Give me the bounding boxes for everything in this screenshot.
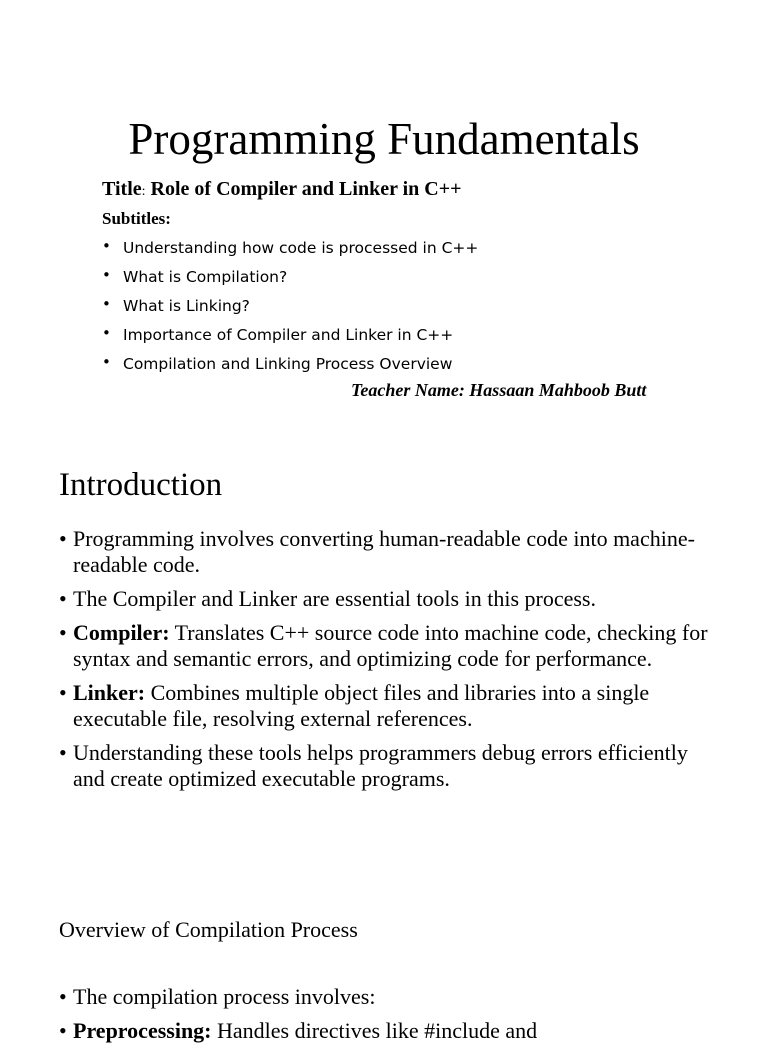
introduction-list (59, 526, 719, 800)
list-item: • Linker: Combines multiple object files and libraries into a single executable file, resolving external references. (59, 680, 719, 732)
subtitles-label: Subtitles: (102, 209, 171, 228)
list-item: • Understanding these tools helps programmers debug errors efficiently and create optimized executable programs. (59, 740, 719, 792)
subtitle-item: • What is Compilation? (102, 265, 478, 294)
presentation-title (102, 178, 462, 201)
list-item: • Preprocessing: Handles directives like #include and (59, 1018, 719, 1044)
list-item: • The compilation process involves: (59, 984, 719, 1010)
term-compiler: Compiler: (73, 620, 170, 645)
slide-title: Programming Fundamentals (128, 114, 640, 164)
list-item: • Compiler: Translates C++ source code into machine code, checking for syntax and semantic errors, and optimizing code for performance. (59, 620, 719, 672)
subtitle-item: • Importance of Compiler and Linker in C++ (102, 323, 478, 352)
title-colon: : (141, 184, 146, 199)
overview-heading: Overview of Compilation Process (59, 917, 358, 942)
subtitle-item: • Understanding how code is processed in C++ (102, 236, 478, 265)
title-label: Title (102, 178, 142, 200)
subtitle-item: • Compilation and Linking Process Overview (102, 352, 478, 381)
subtitles-list (102, 236, 478, 381)
title-text: Role of Compiler and Linker in C++ (145, 178, 462, 200)
introduction-heading: Introduction (59, 467, 223, 503)
teacher-name: Teacher Name: Hassaan Mahboob Butt (351, 380, 647, 400)
list-item: • The Compiler and Linker are essential tools in this process. (59, 586, 719, 612)
overview-list (59, 984, 719, 1052)
subtitle-item: • What is Linking? (102, 294, 478, 323)
term-preprocessing: Preprocessing: (73, 1018, 212, 1043)
list-item: • Programming involves converting human-readable code into machine-readable code. (59, 526, 719, 578)
term-linker: Linker: (73, 680, 146, 705)
